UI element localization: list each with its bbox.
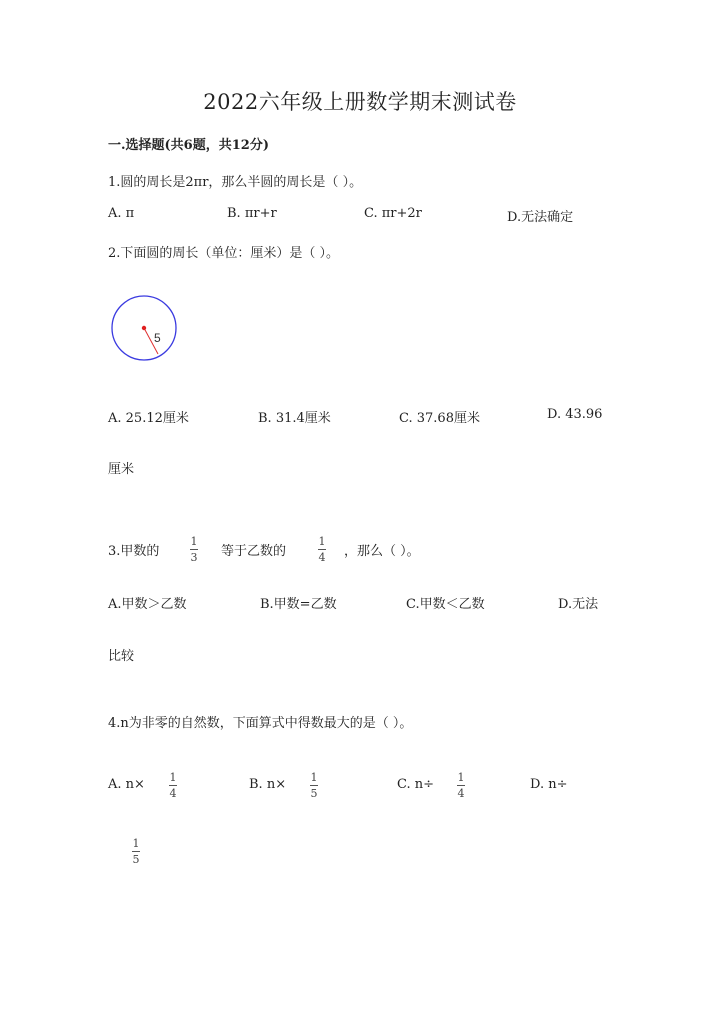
radius-label: 5 [154, 331, 161, 345]
fraction-numerator: 1 [132, 837, 140, 850]
question-2-option-a: A. 25.12厘米 [108, 411, 189, 426]
question-3-stem-middle: 等于乙数的 [221, 544, 287, 559]
question-2-option-d: D. 43.96 [547, 407, 603, 422]
fraction-denominator: 5 [132, 853, 140, 866]
question-1-option-a: A. π [108, 206, 135, 221]
question-1-option-b: B. πr+r [227, 206, 277, 221]
question-2-stem: 2.下面圆的周长（单位：厘米）是（ ）。 [108, 246, 340, 261]
fraction-denominator: 5 [310, 787, 318, 800]
question-1-stem: 1.圆的周长是2πr，那么半圆的周长是（ ）。 [108, 175, 363, 190]
question-4-option-b: B. n× [249, 777, 287, 792]
fraction-bar [190, 549, 198, 550]
circle-figure [106, 292, 182, 364]
question-4-stem: 4.n为非零的自然数，下面算式中得数最大的是（ ）。 [108, 716, 413, 731]
page-title: 2022六年级上册数学期末测试卷 [203, 90, 517, 114]
question-2-option-c: C. 37.68厘米 [399, 411, 480, 426]
fraction-denominator: 3 [190, 551, 198, 564]
section-heading: 一.选择题(共6题，共12分) [108, 138, 269, 153]
question-4-option-c: C. n÷ [397, 777, 435, 792]
fraction-numerator: 1 [457, 771, 465, 784]
fraction-denominator: 4 [318, 551, 326, 564]
fraction-bar [457, 785, 465, 786]
question-3-option-a: A.甲数＞乙数 [108, 597, 187, 612]
question-4-option-c-fraction [454, 771, 468, 800]
question-1-option-d: D.无法确定 [507, 210, 574, 225]
fraction-bar [169, 785, 177, 786]
question-3-option-d: D.无法 [558, 597, 599, 612]
fraction-denominator: 4 [457, 787, 465, 800]
circle-center-dot [142, 326, 146, 330]
question-2-option-d-continued: 厘米 [108, 462, 135, 477]
question-4-option-a-fraction [166, 771, 180, 800]
question-1-option-c: C. πr+2r [364, 206, 422, 221]
question-4-option-d-fraction [129, 837, 143, 866]
fraction-bar [318, 549, 326, 550]
question-3-option-b: B.甲数=乙数 [260, 597, 337, 612]
question-3-fraction-1 [187, 535, 201, 564]
question-2-option-b: B. 31.4厘米 [258, 411, 331, 426]
question-3-fraction-2 [315, 535, 329, 564]
fraction-numerator: 1 [190, 535, 198, 548]
question-3-stem-start: 3.甲数的 [108, 544, 160, 559]
fraction-bar [310, 785, 318, 786]
fraction-bar [132, 851, 140, 852]
fraction-numerator: 1 [310, 771, 318, 784]
question-4-option-a: A. n× [108, 777, 145, 792]
question-4-option-d: D. n÷ [530, 777, 568, 792]
fraction-numerator: 1 [318, 535, 326, 548]
question-4-option-b-fraction [307, 771, 321, 800]
fraction-numerator: 1 [169, 771, 177, 784]
question-3-stem-end: ，那么（ ）。 [344, 544, 420, 559]
question-3-option-c: C.甲数＜乙数 [406, 597, 485, 612]
question-3-option-d-continued: 比较 [108, 649, 135, 664]
fraction-denominator: 4 [169, 787, 177, 800]
